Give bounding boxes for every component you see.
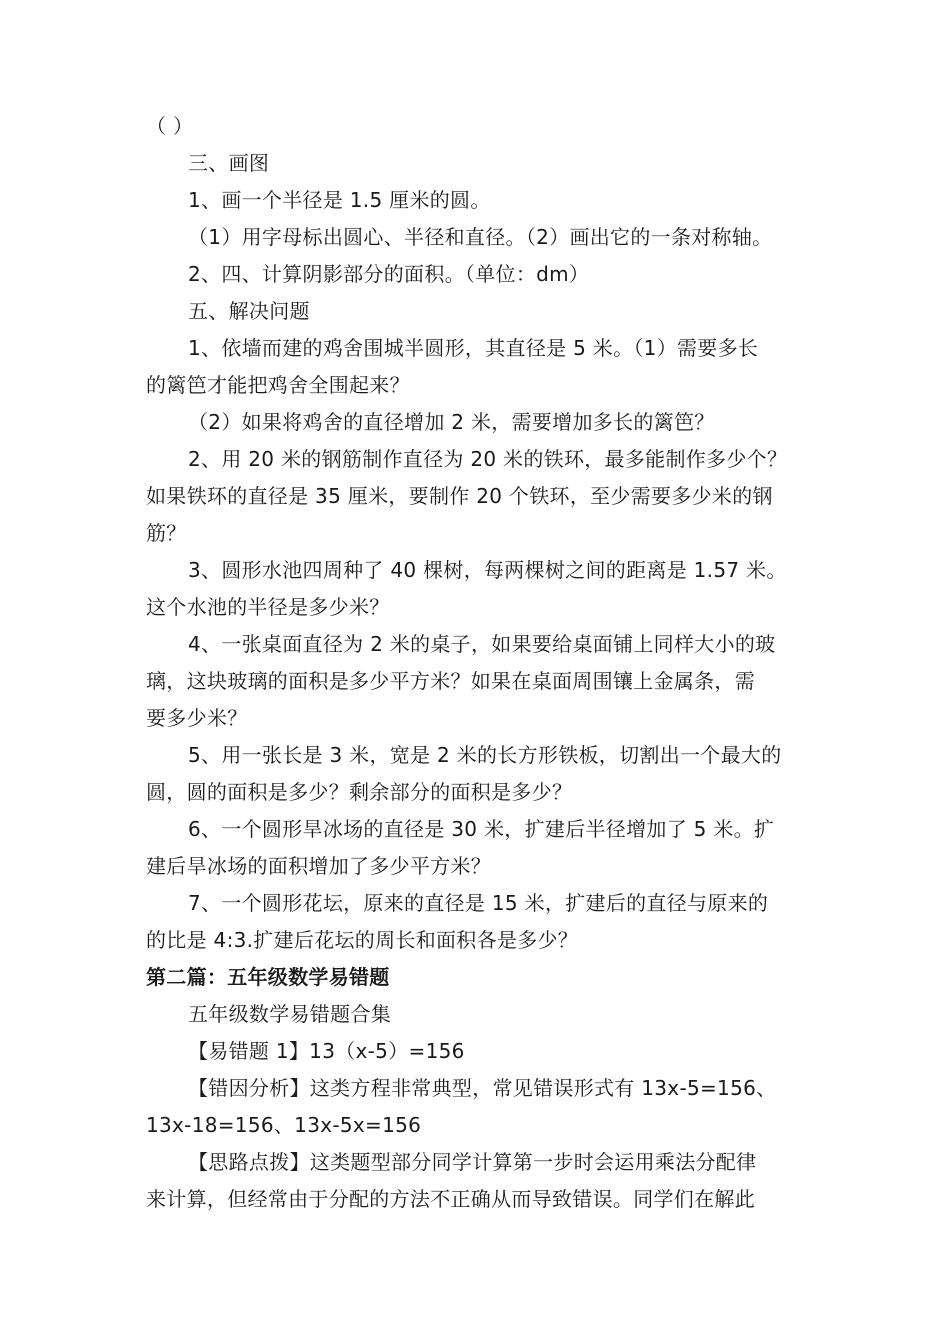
text-line: 如果铁环的直径是 35 厘米，要制作 20 个铁环，至少需要多少米的钢 — [146, 484, 773, 508]
section-heading: 三、画图 — [188, 151, 270, 175]
text-line: 建后旱冰场的面积增加了多少平方米？ — [146, 854, 492, 878]
text-line: 【思路点拨】这类题型部分同学计算第一步时会运用乘法分配律 — [188, 1150, 757, 1174]
text-line: 的比是 4:3.扩建后花坛的周长和面积各是多少？ — [146, 928, 579, 952]
text-line: 7、一个圆形花坛，原来的直径是 15 米，扩建后的直径与原来的 — [188, 891, 769, 915]
text-line: 要多少米？ — [146, 706, 248, 730]
subtitle: 五年级数学易错题合集 — [188, 1002, 391, 1026]
text-line: 2、四、计算阴影部分的面积。（单位：dm） — [188, 262, 590, 286]
text-line: 圆，圆的面积是多少？剩余部分的面积是多少？ — [146, 780, 573, 804]
text-line: 璃，这块玻璃的面积是多少平方米？如果在桌面周围镶上金属条，需 — [146, 669, 755, 693]
text-line: 1、画一个半径是 1.5 厘米的圆。 — [188, 188, 491, 212]
text-line: 这个水池的半径是多少米？ — [146, 595, 390, 619]
section-heading: 五、解决问题 — [188, 299, 310, 323]
text-line: 2、用 20 米的钢筋制作直径为 20 米的铁环，最多能制作多少个？ — [188, 447, 788, 471]
text-line: 13x-18=156、13x-5x=156 — [146, 1113, 422, 1137]
text-line: （2）如果将鸡舍的直径增加 2 米，需要增加多长的篱笆？ — [188, 410, 715, 434]
text-line: 【易错题 1】13（x-5）=156 — [188, 1039, 465, 1063]
document-body — [146, 108, 810, 1218]
text-line: 筋？ — [146, 521, 187, 545]
text-line: 1、依墙而建的鸡舍围城半圆形，其直径是 5 米。（1）需要多长 — [188, 336, 759, 360]
text-line: 3、圆形水池四周种了 40 棵树，每两棵树之间的距离是 1.57 米。 — [188, 558, 787, 582]
text-line: 6、一个圆形旱冰场的直径是 30 米，扩建后半径增加了 5 米。扩 — [188, 817, 775, 841]
text-line: 4、一张桌面直径为 2 米的桌子，如果要给桌面铺上同样大小的玻 — [188, 632, 776, 656]
text-line: 的篱笆才能把鸡舍全围起来？ — [146, 373, 410, 397]
chapter-title: 第二篇：五年级数学易错题 — [146, 965, 390, 989]
text-line: （1）用字母标出圆心、半径和直径。（2）画出它的一条对称轴。 — [188, 225, 773, 249]
answer-blank: （ ） — [146, 114, 194, 138]
text-line: 【错因分析】这类方程非常典型，常见错误形式有 13x-5=156、 — [188, 1076, 777, 1100]
text-line: 来计算，但经常由于分配的方法不正确从而导致错误。同学们在解此 — [146, 1187, 755, 1211]
text-line: 5、用一张长是 3 米，宽是 2 米的长方形铁板，切割出一个最大的 — [188, 743, 782, 767]
